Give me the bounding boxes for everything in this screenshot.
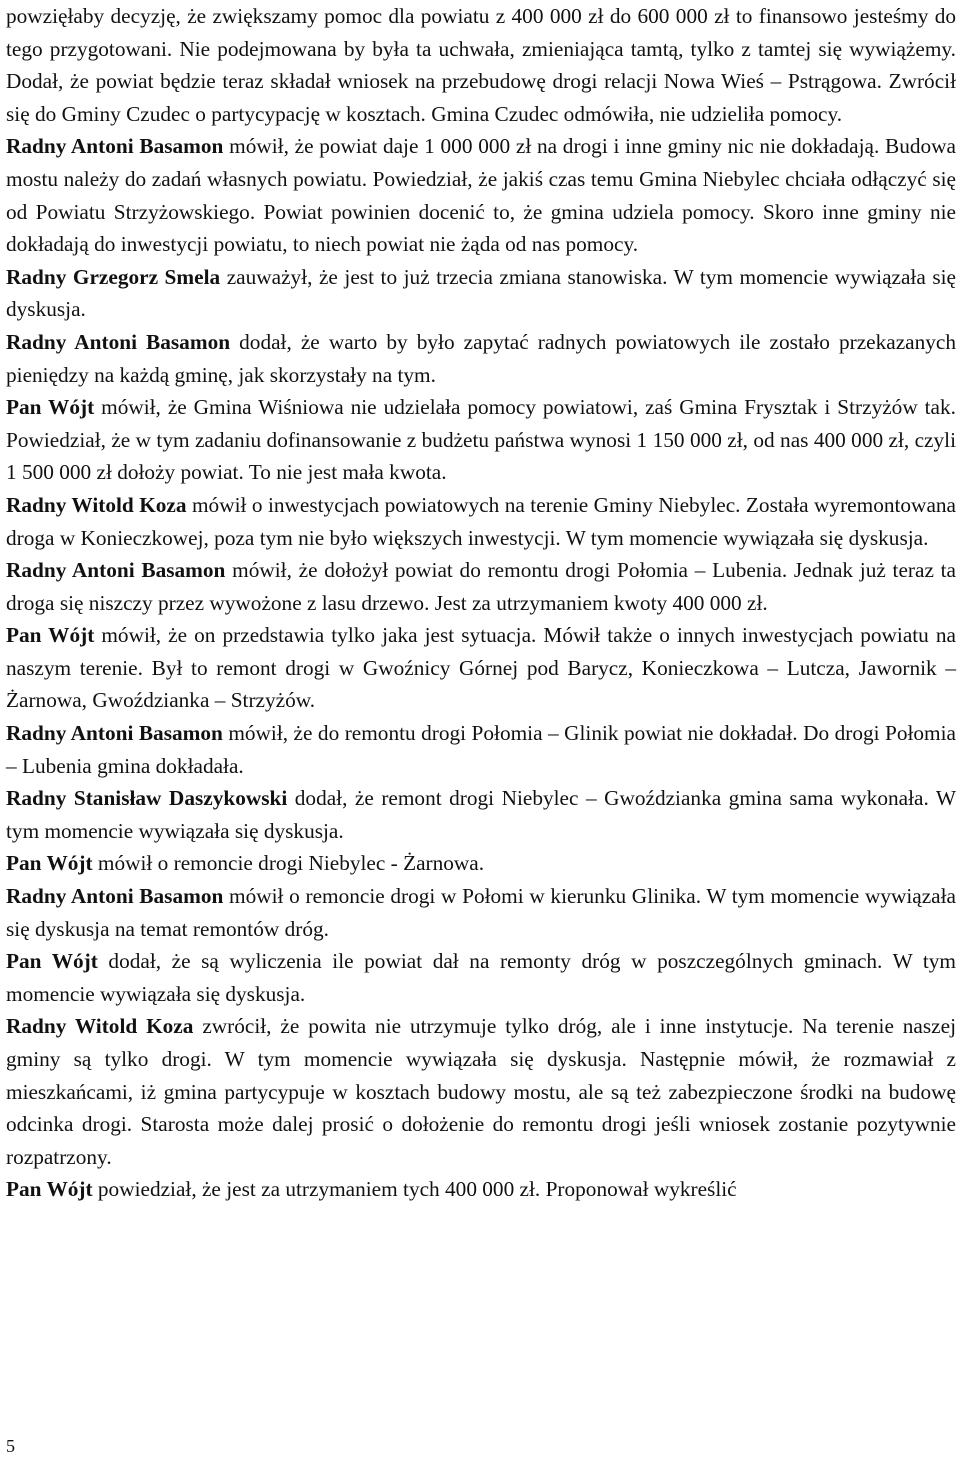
paragraph — [6, 945, 956, 1010]
paragraph — [6, 0, 956, 130]
paragraph-text: powzięłaby decyzję, że zwiększamy pomoc dla powiatu z 400 000 zł do 600 000 zł to finansowo jesteśmy do tego przygotowani. Nie podejmowana by była ta uchwała, zmieniająca tamtą, tylko z tamtej się wywiążemy. Dodał, że powiat będzie teraz składał wniosek na przebudowę drogi relacji Nowa Wieś – Pstrągowa. Zwrócił się do Gminy Czudec o partycypację w kosztach. Gmina Czudec odmówiła, nie udzieliła pomocy. — [6, 4, 956, 126]
paragraph-text: mówił, że powiat daje 1 000 000 zł na drogi i inne gminy nic nie dokładają. Budowa mostu należy do zadań własnych powiatu. Powiedział, że jakiś czas temu Gmina Niebylec chciała odłączyć się od Powiatu Strzyżowskiego. Powiat powinien docenić to, że gmina udziela pomocy. Skoro inne gminy nie dokładają do inwestycji powiatu, to niech powiat nie żąda od nas pomocy. — [6, 134, 956, 257]
speaker-name: Radny Witold Koza — [6, 492, 187, 517]
speaker-name: Pan Wójt — [6, 851, 93, 876]
paragraph-text: mówił o remoncie drogi Niebylec - Żarnowa. — [92, 851, 485, 876]
paragraph — [6, 489, 956, 554]
paragraph — [6, 1173, 956, 1206]
paragraph — [6, 326, 956, 391]
paragraph-text: mówił o inwestycjach powiatowych na terenie Gminy Niebylec. Została wyremontowana droga w Konieczkowej, poza tym nie było większych inwestycji. W tym momencie wywiązała się dyskusja. — [6, 492, 956, 550]
paragraph-text: zauważył, że jest to już trzecia zmiana stanowiska. W tym momencie wywiązała się dyskusja. — [6, 264, 956, 322]
speaker-name: Radny Antoni Basamon — [6, 721, 223, 746]
speaker-name: Pan Wójt — [6, 949, 98, 974]
speaker-name: Radny Antoni Basamon — [6, 329, 231, 354]
paragraph-text: zwrócił, że powita nie utrzymuje tylko dróg, ale i inne instytucje. Na terenie naszej gminy są tylko drogi. W tym momencie wywiązała się dyskusja. Następnie mówił, że rozmawiał z mieszkańcami, iż gmina partycypuje w kosztach budowy mostu, ale są też zabezpieczone środki na budowę odcinka drogi. Starosta może dalej prosić o dołożenie do remontu drogi jeśli wniosek zostanie pozytywnie rozpatrzony. — [6, 1014, 956, 1169]
paragraph-text: powiedział, że jest za utrzymaniem tych 400 000 zł. Proponował wykreślić — [92, 1177, 737, 1202]
paragraph-text: dodał, że remont drogi Niebylec – Gwoździanka gmina sama wykonała. W tym momencie wywiązała się dyskusja. — [6, 786, 956, 843]
speaker-name: Radny Stanisław Daszykowski — [6, 786, 288, 811]
paragraph — [6, 1010, 956, 1173]
paragraph — [6, 619, 956, 717]
paragraph — [6, 130, 956, 260]
paragraph-text: mówił, że on przedstawia tylko jaka jest sytuacja. Mówił także o innych inwestycjach powiatu na naszym terenie. Był to remont drogi w Gwoźnicy Górnej pod Barycz, Konieczkowa – Lutcza, Jawornik – Żarnowa, Gwoździanka – Strzyżów. — [6, 623, 956, 713]
paragraph-text: mówił, że dołożył powiat do remontu drogi Połomia – Lubenia. Jednak już teraz ta droga się niszczy przez wywożone z lasu drzewo. Jest za utrzymaniem kwoty 400 000 zł. — [6, 558, 956, 615]
paragraph — [6, 554, 956, 619]
speaker-name: Radny Antoni Basamon — [6, 134, 224, 159]
speaker-name: Radny Grzegorz Smela — [6, 264, 221, 289]
paragraph-text: dodał, że warto by było zapytać radnych powiatowych ile zostało przekazanych pieniędzy na każdą gminę, jak skorzystały na tym. — [6, 329, 956, 387]
paragraph-text: dodał, że są wyliczenia ile powiat dał na remonty dróg w poszczególnych gminach. W tym momencie wywiązała się dyskusja. — [6, 949, 956, 1006]
speaker-name: Pan Wójt — [6, 1177, 93, 1202]
paragraph — [6, 847, 956, 880]
paragraph — [6, 717, 956, 782]
paragraph — [6, 880, 956, 945]
paragraph — [6, 391, 956, 489]
speaker-name: Pan Wójt — [6, 395, 95, 420]
paragraph-text: mówił, że Gmina Wiśniowa nie udzielała pomocy powiatowi, zaś Gmina Frysztak i Strzyżów tak. Powiedział, że w tym zadaniu dofinansowanie z budżetu państwa wynosi 1 150 000 zł, od nas 400 000 zł, czyli 1 500 000 zł dołoży powiat. To nie jest mała kwota. — [6, 395, 956, 485]
speaker-name: Pan Wójt — [6, 623, 95, 648]
speaker-name: Radny Antoni Basamon — [6, 884, 224, 909]
paragraph-text: mówił o remoncie drogi w Połomi w kierunku Glinika. W tym momencie wywiązała się dyskusja na temat remontów dróg. — [6, 884, 956, 941]
paragraph-text: mówił, że do remontu drogi Połomia – Glinik powiat nie dokładał. Do drogi Połomia – Lubenia gmina dokładała. — [6, 721, 956, 778]
paragraph — [6, 782, 956, 847]
speaker-name: Radny Witold Koza — [6, 1014, 194, 1039]
speaker-name: Radny Antoni Basamon — [6, 558, 226, 583]
page-number: 5 — [6, 1436, 15, 1456]
paragraph — [6, 261, 956, 326]
document-body — [6, 0, 956, 1206]
